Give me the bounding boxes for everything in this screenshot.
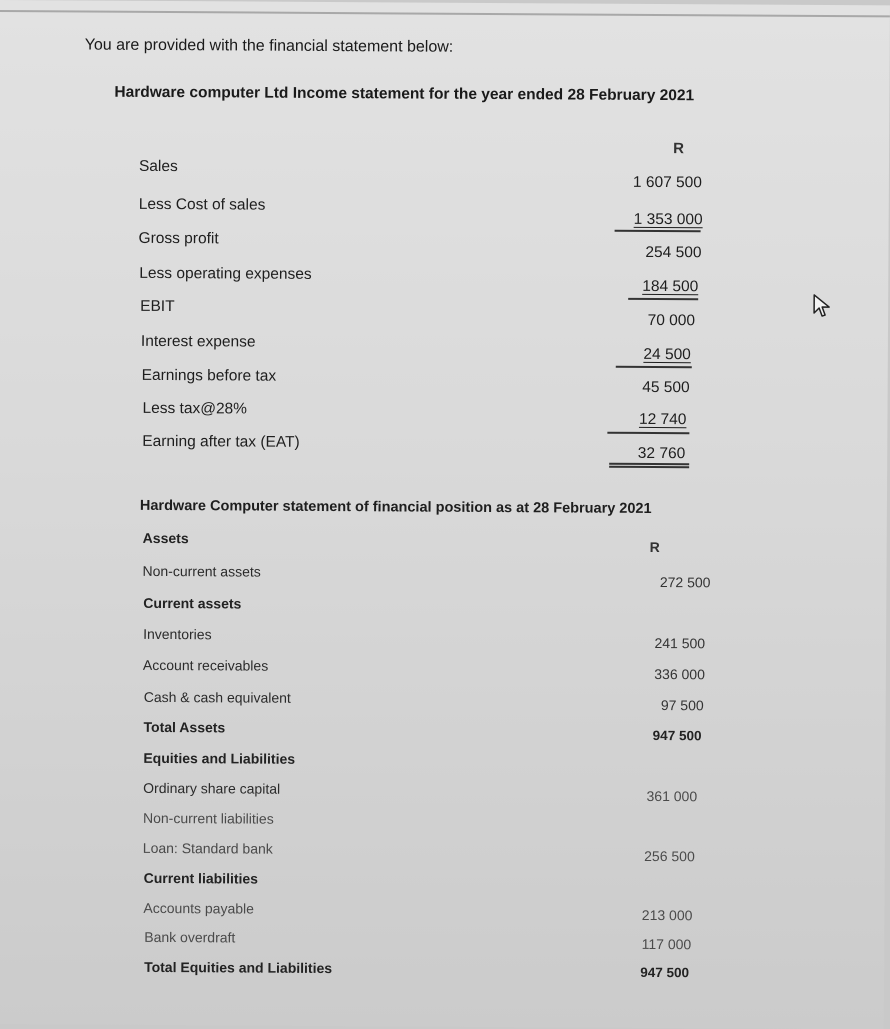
position-value-account-receivables: 336 000 [654, 666, 705, 683]
position-value-cash: 97 500 [660, 697, 704, 714]
income-label-tax: Less tax@28% [142, 399, 248, 418]
income-statement-title: Hardware computer Ltd Income statement for the year ended 28 February 2021 [114, 83, 695, 105]
position-label-bank-overdraft: Bank overdraft [144, 928, 236, 946]
mouse-cursor-icon [812, 293, 834, 324]
position-statement-title: Hardware Computer statement of financial position as at 28 February 2021 [139, 497, 652, 517]
income-rule-5 [609, 463, 689, 465]
income-label-operating-expenses: Less operating expenses [139, 264, 312, 283]
income-rule-3 [616, 366, 692, 368]
current-assets-heading: Current assets [143, 594, 242, 612]
equities-liabilities-heading: Equities and Liabilities [143, 749, 296, 767]
position-value-bank-overdraft: 117 000 [641, 935, 692, 953]
income-rule-6 [609, 466, 689, 468]
position-label-loan: Loan: Standard bank [142, 839, 273, 857]
current-liabilities-heading: Current liabilities [143, 869, 259, 887]
position-currency-header: R [649, 538, 660, 556]
total-assets-label: Total Assets [143, 718, 226, 736]
income-value-ebit: 70 000 [647, 311, 696, 330]
position-label-non-current-assets: Non-current assets [142, 562, 261, 580]
income-rule-1 [615, 230, 701, 232]
income-value-cost-of-sales: 1 353 000 [633, 210, 703, 229]
assets-heading: Assets [142, 529, 189, 547]
income-rule-4 [607, 432, 689, 434]
position-value-inventories: 241 500 [654, 635, 706, 652]
income-value-earnings-before-tax: 45 500 [642, 378, 690, 397]
income-label-ebit: EBIT [140, 297, 175, 316]
income-label-sales: Sales [138, 157, 178, 176]
position-label-share-capital: Ordinary share capital [143, 779, 281, 797]
position-label-accounts-payable: Accounts payable [143, 899, 255, 917]
income-value-gross-profit: 254 500 [645, 243, 702, 262]
total-assets-value: 947 500 [652, 728, 702, 744]
total-equities-liabilities-value: 947 500 [640, 964, 690, 981]
income-value-interest-expense: 24 500 [643, 345, 691, 364]
income-label-eat: Earning after tax (EAT) [142, 432, 300, 451]
total-equities-liabilities-label: Total Equities and Liabilities [144, 958, 333, 977]
income-label-interest-expense: Interest expense [140, 332, 256, 351]
position-label-inventories: Inventories [143, 625, 212, 643]
position-value-non-current-assets: 272 500 [659, 574, 711, 591]
income-label-cost-of-sales: Less Cost of sales [138, 195, 266, 214]
position-value-accounts-payable: 213 000 [641, 906, 693, 924]
income-label-earnings-before-tax: Earnings before tax [141, 366, 277, 385]
position-value-share-capital: 361 000 [646, 787, 698, 805]
top-divider [0, 10, 890, 17]
income-currency-header: R [673, 140, 685, 158]
income-value-tax: 12 740 [638, 410, 687, 429]
position-label-account-receivables: Account receivables [142, 656, 269, 674]
intro-text: You are provided with the financial statement below: [84, 36, 454, 56]
income-value-sales: 1 607 500 [632, 173, 702, 192]
income-value-operating-expenses: 184 500 [642, 277, 699, 296]
position-value-loan: 256 500 [644, 847, 695, 865]
position-label-cash: Cash & cash equivalent [143, 688, 291, 706]
income-rule-2 [628, 298, 698, 300]
income-value-eat: 32 760 [637, 444, 686, 463]
non-current-liabilities-heading: Non-current liabilities [142, 809, 274, 827]
income-label-gross-profit: Gross profit [138, 229, 219, 248]
